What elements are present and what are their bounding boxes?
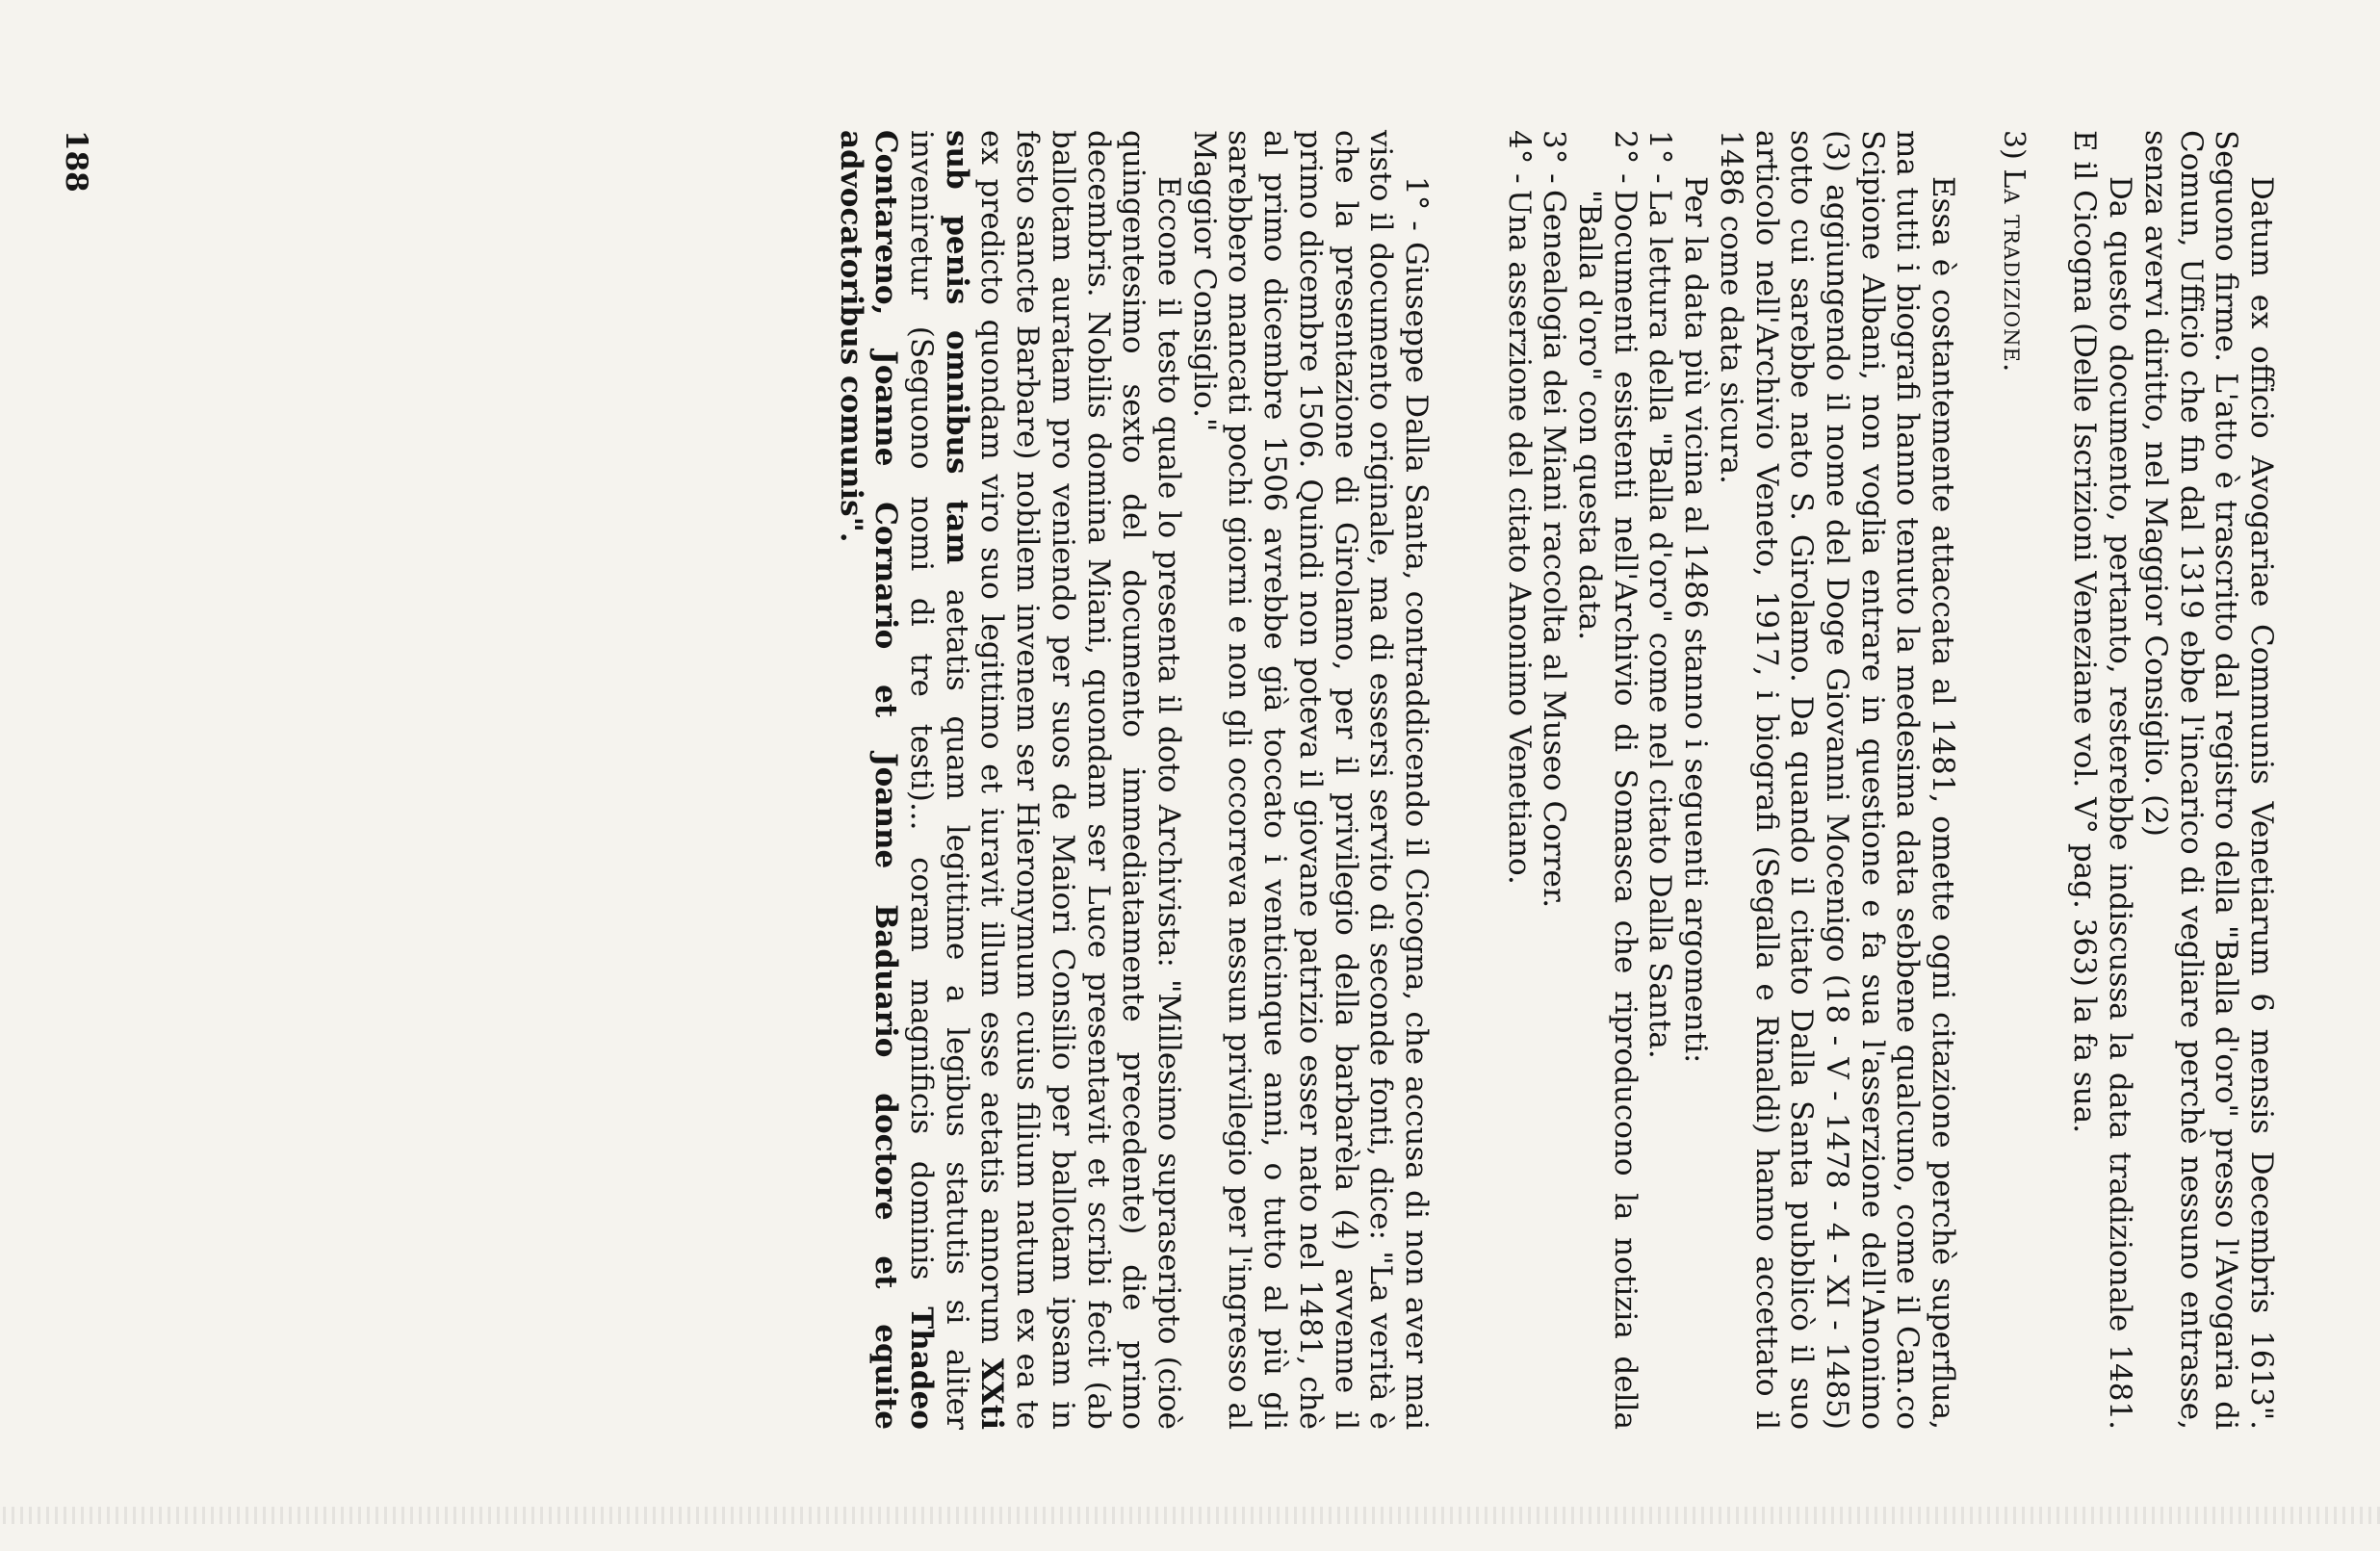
paragraph-archival-text (833, 130, 1186, 1430)
argument-number: 2° - (1607, 130, 1643, 184)
argument-item (1501, 130, 1537, 1430)
argument-number: 4° - (1501, 130, 1537, 184)
paragraph-dalla-santa: 1° - Giuseppe Dalla Santa, contraddicendo il Cicogna, che accusa di non aver mai visto il documento originale, ma di essersi servito di seconde fonti, dice: "La verità è che la presentazione di Girolamo, per il privilegio della barbarèla (4) avvenne il primo dicembre 1506. Quindi non poteva il giovane patrizio esser nato nel 1481, chè al primo dicembre 1506 avrebbe già toccato i venticinque anni, o tutto al più gli sarebbero mancati pochi giorni e non gli occorreva nessun privilegio per l'ingresso al Maggior Consiglio." (1186, 130, 1434, 1430)
scan-artifact (0, 1507, 2380, 1524)
paragraph-avogaria-record: Datum ex officio Avogariae Communis Venetiarum 6 mensis Decembris 1613". Seguono firme. L'atto è trascritto dal registro della "Balla d'oro" presso l'Avogaria di Comun, Ufficio che fin dal 1319 ebbe l'incarico di vegliare perchè nessuno entrasse, senza avervi diritto, nel Maggior Consiglio. (2) (2137, 130, 2279, 1430)
archival-text-bold-1: XXti sub penis omnibus tam (939, 130, 1010, 1431)
argument-item (1571, 130, 1642, 1430)
paragraph-cicogna: Da questo documento, pertanto, resterebbe indiscussa la data tradizionale 1481. E il Cicogna (Delle Iscrizioni Veneziane vol. V° pag. 363) la fa sua. (2067, 130, 2138, 1430)
paragraph-arguments-intro: Per la data più vicina al 1486 stanno i seguenti argomenti: (1678, 176, 1714, 1064)
argument-text: Una asserzione del citato Anonimo Venetiano. (1501, 190, 1537, 885)
argument-number: 3° - (1537, 130, 1572, 184)
page-number: 188 (59, 130, 93, 193)
argument-number: 1° - (1643, 130, 1678, 184)
archival-text-intro: Eccone il testo quale lo presenta il doto Archivista: "Millesimo supraseripto (cioè quingentesimo sexto del documento immediatamente precedente) die primo decembris. Nobilis domina Miani, quondam ser Luce presentavit et scribi fecit (ab ballotam auratam pro veniendo per suos de Maiori Consilio per ballotam ipsam in festo sancte Barbare) nobilem invenem ser Hieronymum cuius filium natum ex ea te ex predicto quondam viro suo legittimo et iuravit illum esse aetatis annorum (974, 130, 1187, 1430)
argument-item (1643, 130, 1678, 1430)
paragraph-tradition: Essa è costantemente attaccata al 1481, omette ogni citazione perchè superflua, ma tutti i biografi hanno tenuto la medesima data sebbene qualcuno, come il Can.co Scipione Albani, non voglia entrare in questione e fa sua l'asserzione dell'Anonimo (3) aggiungendo il nome del Doge Giovanni Mocenigo (18 - V - 1478 - 4 - XI - 1485) sotto cui sarebbe nato S. Girolamo. Da quando il citato Dalla Santa pubblicò il suo articolo nell'Archivio Veneto, 1917, i biografi (Segalla e Rinaldi) hanno accettato il 1486 come data sicura. (1713, 130, 1961, 1430)
section-number: 3) (1996, 130, 2031, 160)
argument-item (1537, 130, 1572, 1430)
argument-text: Documenti esistenti nell'Archivio di Somasca che riproducono la notizia della "Balla d'oro" con questa data. (1572, 190, 1643, 1430)
argument-text: La lettura della "Balla d'oro" come nel citato Dalla Santa. (1643, 190, 1678, 1059)
argument-text: Genealogia dei Miani raccolta al Museo Correr. (1537, 190, 1572, 909)
archival-text-bold-2: Thadeo Contareno, Joanne Cornario et Joanne Baduario doctore et equite advocatoribus comunis". (833, 130, 940, 1430)
archival-text-middle: aetatis quam legittime a legibus statutis si aliter inveniretur (Seguono nomi di tre testi)... coram magnificis dominis (904, 130, 974, 1430)
text-body (833, 130, 2279, 1430)
section-title: La tradizione. (1996, 168, 2031, 374)
spacer (1434, 130, 1501, 1430)
section-heading (1995, 130, 2031, 1430)
